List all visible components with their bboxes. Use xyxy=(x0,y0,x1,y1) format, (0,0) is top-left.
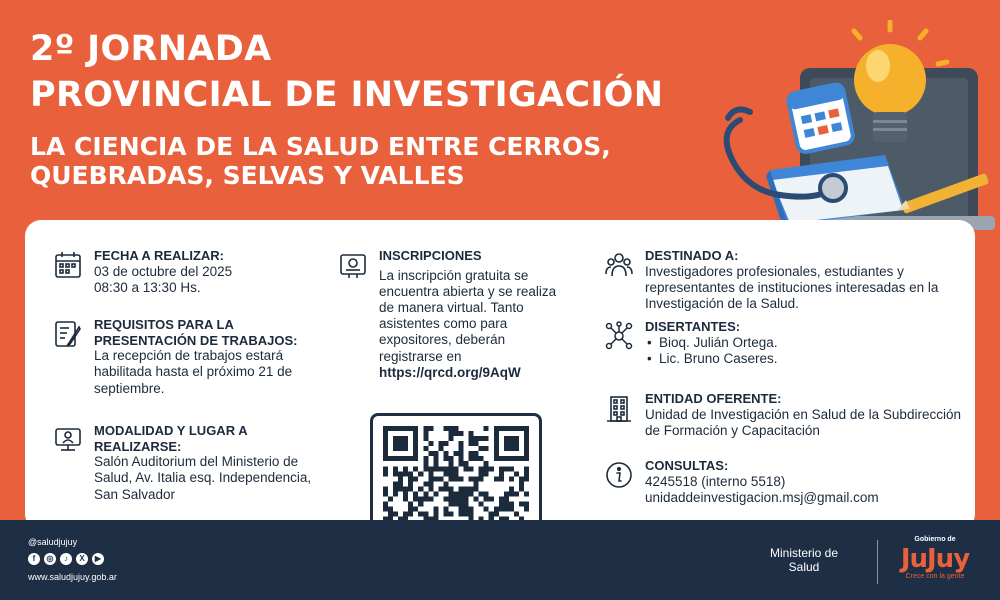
jujuy-wordmark: JuJuy xyxy=(900,544,970,574)
youtube-icon[interactable]: ▶ xyxy=(92,553,104,565)
ministerio-logo xyxy=(770,546,838,575)
consultas-phone: 4245518 (interno 5518) xyxy=(645,473,786,489)
network-icon xyxy=(603,319,635,351)
requisitos-text: La recepción de trabajos estará habilitada hasta el próximo 21 de septiembre. xyxy=(94,348,293,396)
registration-link[interactable]: https://qrcd.org/9AqW xyxy=(379,364,521,380)
destinado-title: DESTINADO A: xyxy=(645,248,739,263)
requisitos-title: REQUISITOS PARA LA PRESENTACIÓN DE TRABAJOS: xyxy=(94,317,298,348)
section-modalidad xyxy=(52,423,332,503)
fecha-title: FECHA A REALIZAR: xyxy=(94,248,224,263)
website-link[interactable]: www.saludjujuy.gob.ar xyxy=(28,572,117,582)
section-consultas xyxy=(603,458,973,506)
section-inscripciones xyxy=(337,248,577,381)
computer-user-icon xyxy=(52,423,84,455)
entidad-text: Unidad de Investigación en Salud de la Subdirección de Formación y Capacitación xyxy=(645,406,961,438)
gobierno-label: Gobierno de xyxy=(914,536,956,543)
calendar-icon xyxy=(52,248,84,280)
section-entidad xyxy=(603,391,973,439)
inscripciones-text: La inscripción gratuita se encuentra abierta y se realiza de manera virtual. Tanto asistentes como para expositores, deberán registrarse en xyxy=(379,267,557,364)
ministerio-line1: Ministerio de xyxy=(770,546,839,560)
section-destinado xyxy=(603,248,973,312)
fecha-date: 03 de octubre del 2025 xyxy=(94,263,233,279)
list-item: • Lic. Bruno Caseres. xyxy=(645,351,778,367)
illustration-health-research xyxy=(700,20,1000,235)
ministerio-line2: Salud xyxy=(788,560,820,575)
social-icons xyxy=(28,553,117,565)
title-line-2: PROVINCIAL DE INVESTIGACIÓN xyxy=(30,75,664,115)
footer-divider xyxy=(877,540,878,584)
social-handle[interactable]: @saludjujuy xyxy=(28,537,78,547)
consultas-email[interactable]: unidaddeinvestigacion.msj@gmail.com xyxy=(645,489,879,505)
gobierno-tagline: Crece con la gente xyxy=(905,573,965,580)
section-disertantes xyxy=(603,319,903,367)
x-icon[interactable]: X xyxy=(76,553,88,565)
destinado-text: Investigadores profesionales, estudiantes y representantes de instituciones interesadas en la Investigación de la Salud. xyxy=(645,263,939,311)
checklist-icon xyxy=(52,317,84,349)
certificate-icon xyxy=(337,248,369,280)
group-icon xyxy=(603,248,635,280)
footer-social xyxy=(28,538,117,582)
gobierno-logo xyxy=(890,536,980,580)
calendar-icon xyxy=(787,83,854,153)
entidad-title: ENTIDAD OFERENTE: xyxy=(645,391,782,406)
section-fecha xyxy=(52,248,322,296)
inscripciones-title: INSCRIPCIONES xyxy=(379,248,482,263)
instagram-icon[interactable]: ◎ xyxy=(44,553,56,565)
list-item: • Bioq. Julián Ortega. xyxy=(645,335,778,351)
modalidad-title: MODALIDAD Y LUGAR A REALIZARSE: xyxy=(94,423,248,454)
section-requisitos xyxy=(52,317,322,397)
info-icon xyxy=(603,458,635,490)
facebook-icon[interactable]: f xyxy=(28,553,40,565)
title-line-1: 2º JORNADA xyxy=(30,29,272,69)
building-icon xyxy=(603,391,635,423)
modalidad-text: Salón Auditorium del Ministerio de Salud, Av. Italia esq. Independencia, San Salvador xyxy=(94,454,312,502)
subtitle: LA CIENCIA DE LA SALUD ENTRE CERROS, QUEBRADAS, SELVAS Y VALLES xyxy=(30,132,611,190)
tiktok-icon[interactable]: ♪ xyxy=(60,553,72,565)
footer-bar xyxy=(0,520,1000,600)
consultas-title: CONSULTAS: xyxy=(645,458,729,473)
disertantes-list xyxy=(645,335,778,367)
disertantes-title: DISERTANTES: xyxy=(645,319,741,334)
fecha-time: 08:30 a 13:30 Hs. xyxy=(94,279,201,295)
